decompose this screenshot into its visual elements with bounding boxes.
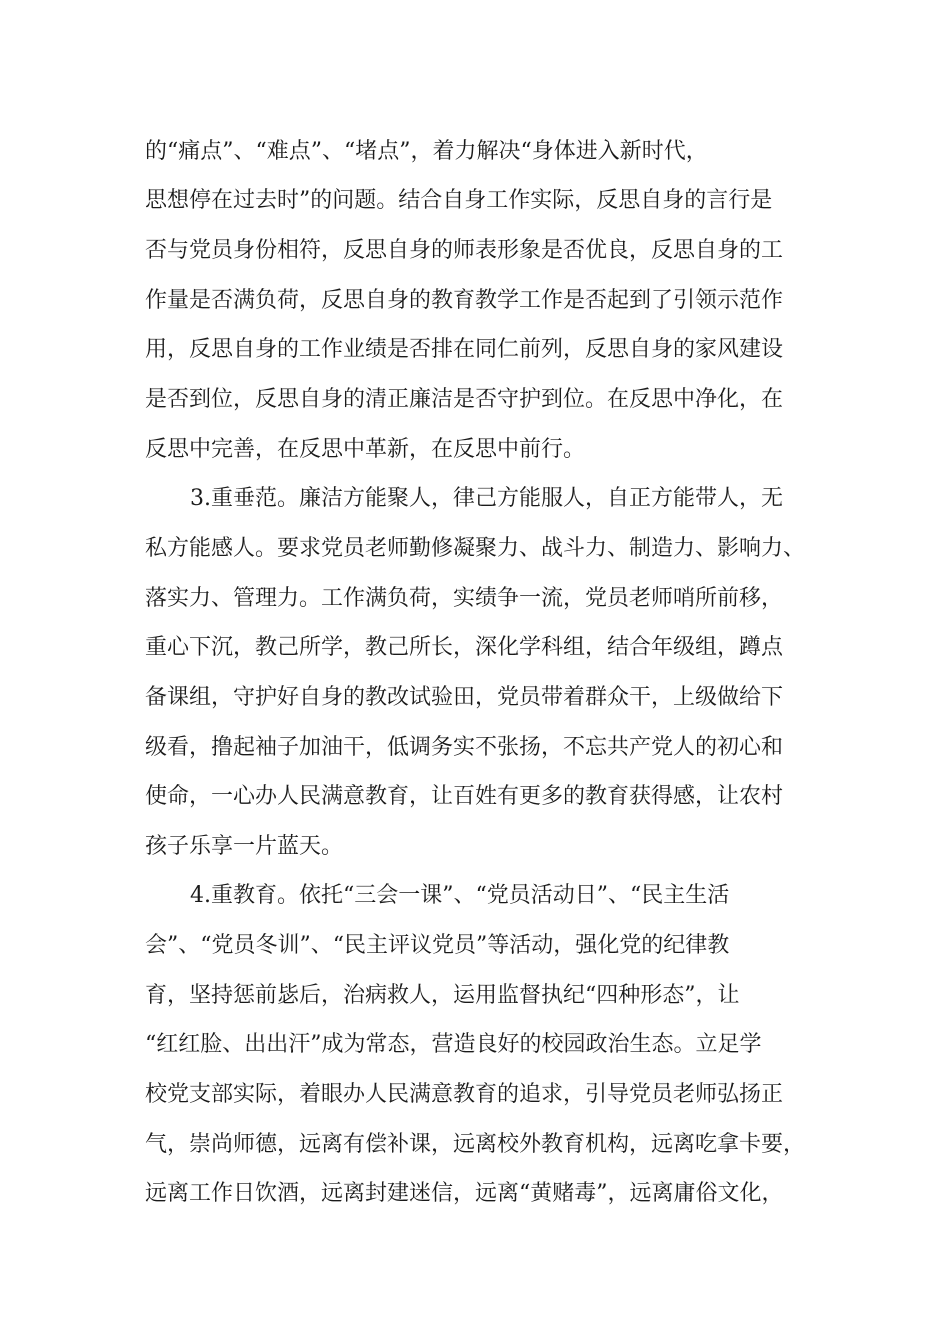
text-line: 是否到位，反思自身的清正廉洁是否守护到位。在反思中净化，在	[145, 387, 784, 412]
text-line: 重心下沉，教己所学，教己所长，深化学科组，结合年级组，蹲点	[145, 635, 784, 660]
text-line: 私方能感人。要求党员老师勤修凝聚力、战斗力、制造力、影响力、	[145, 536, 806, 561]
text-line: 气，崇尚师德，远离有偿补课，远离校外教育机构，远离吃拿卡要，	[145, 1132, 806, 1157]
paragraph-4-first-line: 4.重教育。依托“三会一课”、“党员活动日”、“民主生活	[190, 883, 730, 908]
text-line: 孩子乐享一片蓝天。	[145, 834, 344, 859]
text-line: 远离工作日饮酒，远离封建迷信，远离“黄赌毒”，远离庸俗文化，	[145, 1181, 784, 1206]
paragraph-3-first-line: 3.重垂范。廉洁方能聚人，律己方能服人，自正方能带人，无	[190, 486, 783, 511]
text-line: 会”、“党员冬训”、“民主评议党员”等活动，强化党的纪律教	[145, 933, 730, 958]
text-line: 使命，一心办人民满意教育，让百姓有更多的教育获得感，让农村	[145, 784, 784, 809]
text-line: 用，反思自身的工作业绩是否排在同仁前列，反思自身的家风建设	[145, 337, 784, 362]
text-line: 级看，撸起袖子加油干，低调务实不张扬，不忘共产党人的初心和	[145, 735, 784, 760]
text-line: 否与党员身份相符，反思自身的师表形象是否优良，反思自身的工	[145, 238, 784, 263]
text-line: 落实力、管理力。工作满负荷，实绩争一流，党员老师哨所前移，	[145, 586, 784, 611]
text-line: 校党支部实际，着眼办人民满意教育的追求，引导党员老师弘扬正	[145, 1082, 784, 1107]
text-line: 思想停在过去时”的问题。结合自身工作实际，反思自身的言行是	[145, 188, 773, 213]
text-line: 的“痛点”、“难点”、“堵点”，着力解决“身体进入新时代，	[145, 139, 708, 164]
text-line: 反思中完善，在反思中革新，在反思中前行。	[145, 437, 586, 462]
text-line: 作量是否满负荷，反思自身的教育教学工作是否起到了引领示范作	[145, 288, 784, 313]
text-line: 备课组，守护好自身的教改试验田，党员带着群众干，上级做给下	[145, 685, 784, 710]
text-line: 育，坚持惩前毖后，治病救人，运用监督执纪“四种形态”，让	[145, 983, 740, 1008]
text-line: “红红脸、出出汗”成为常态，营造良好的校园政治生态。立足学	[145, 1032, 762, 1057]
